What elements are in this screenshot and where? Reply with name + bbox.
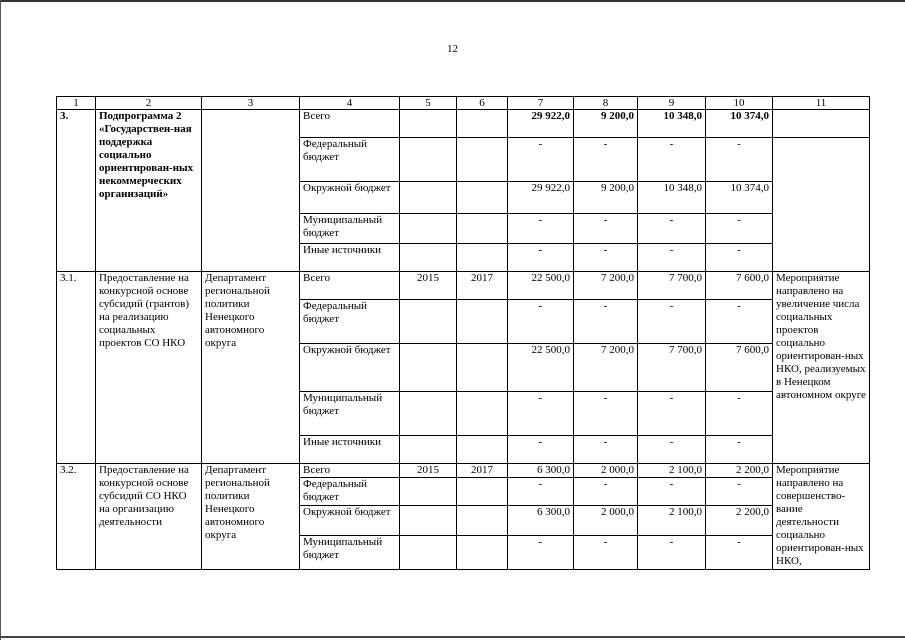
amount-cell: - bbox=[638, 300, 706, 344]
empty-cell bbox=[457, 244, 508, 272]
funding-source-label: Иные источники bbox=[300, 436, 400, 464]
empty-cell bbox=[400, 478, 457, 506]
amount-cell: - bbox=[574, 244, 638, 272]
amount-cell: 7 700,0 bbox=[638, 344, 706, 392]
funding-source-label: Всего bbox=[300, 110, 400, 138]
amount-cell: 29 922,0 bbox=[508, 110, 574, 138]
amount-cell: 2 200,0 bbox=[706, 464, 773, 478]
amount-cell: 7 600,0 bbox=[706, 272, 773, 300]
amount-cell: 2 000,0 bbox=[574, 506, 638, 536]
empty-cell bbox=[457, 506, 508, 536]
empty-cell bbox=[457, 436, 508, 464]
amount-cell: - bbox=[706, 300, 773, 344]
amount-cell: 6 300,0 bbox=[508, 506, 574, 536]
amount-cell: 7 200,0 bbox=[574, 272, 638, 300]
funding-source-label: Муниципальный бюджет bbox=[300, 392, 400, 436]
amount-cell: - bbox=[574, 214, 638, 244]
funding-source-label: Федеральный бюджет bbox=[300, 138, 400, 182]
amount-cell: - bbox=[508, 214, 574, 244]
start-year: 2015 bbox=[400, 272, 457, 300]
section-number: 3.2. bbox=[57, 464, 96, 570]
section-name: Подпрограмма 2 «Государствен-ная поддержка социально ориентирован-ных некоммерческих организаций» bbox=[96, 110, 202, 272]
empty-cell bbox=[457, 300, 508, 344]
table-row bbox=[57, 272, 870, 300]
end-year bbox=[457, 110, 508, 138]
section-name: Предоставление на конкурсной основе субсидий СО НКО на организацию деятельности bbox=[96, 464, 202, 570]
amount-cell: - bbox=[508, 436, 574, 464]
section-note: Мероприятие направлено на совершенство-вание деятельности социально ориентирован-ных НКО, bbox=[773, 464, 870, 570]
empty-cell bbox=[400, 436, 457, 464]
empty-cell bbox=[457, 182, 508, 214]
page-number: 12 bbox=[447, 43, 458, 55]
empty-cell bbox=[400, 214, 457, 244]
amount-cell: - bbox=[638, 478, 706, 506]
amount-cell: - bbox=[638, 214, 706, 244]
funding-source-label: Федеральный бюджет bbox=[300, 300, 400, 344]
empty-cell bbox=[400, 300, 457, 344]
section-executor: Департамент региональной политики Ненецкого автономного округа bbox=[202, 464, 300, 570]
amount-cell: 6 300,0 bbox=[508, 464, 574, 478]
amount-cell: - bbox=[706, 478, 773, 506]
section-executor bbox=[202, 110, 300, 272]
column-number-row bbox=[57, 97, 870, 110]
empty-cell bbox=[400, 536, 457, 570]
funding-source-label: Муниципальный бюджет bbox=[300, 214, 400, 244]
empty-cell bbox=[457, 138, 508, 182]
amount-cell: - bbox=[508, 300, 574, 344]
col-header: 1 bbox=[57, 97, 96, 110]
empty-cell bbox=[773, 138, 870, 272]
amount-cell: 7 200,0 bbox=[574, 344, 638, 392]
amount-cell: 2 100,0 bbox=[638, 506, 706, 536]
funding-source-label: Окружной бюджет bbox=[300, 182, 400, 214]
col-header: 4 bbox=[300, 97, 400, 110]
page-frame-bottom bbox=[0, 636, 905, 638]
funding-source-label: Всего bbox=[300, 272, 400, 300]
amount-cell: - bbox=[706, 436, 773, 464]
empty-cell bbox=[400, 392, 457, 436]
empty-cell bbox=[400, 506, 457, 536]
start-year bbox=[400, 110, 457, 138]
amount-cell: - bbox=[574, 138, 638, 182]
amount-cell: 2 100,0 bbox=[638, 464, 706, 478]
amount-cell: - bbox=[574, 536, 638, 570]
amount-cell: - bbox=[508, 536, 574, 570]
page-frame-top bbox=[0, 0, 905, 2]
amount-cell: - bbox=[638, 392, 706, 436]
program-table bbox=[56, 96, 870, 570]
amount-cell: 7 700,0 bbox=[638, 272, 706, 300]
amount-cell: - bbox=[574, 478, 638, 506]
col-header: 5 bbox=[400, 97, 457, 110]
amount-cell: - bbox=[574, 300, 638, 344]
amount-cell: - bbox=[706, 138, 773, 182]
empty-cell bbox=[457, 392, 508, 436]
amount-cell: 2 200,0 bbox=[706, 506, 773, 536]
amount-cell: - bbox=[508, 138, 574, 182]
amount-cell: 22 500,0 bbox=[508, 272, 574, 300]
table-row bbox=[57, 464, 870, 478]
empty-cell bbox=[457, 344, 508, 392]
amount-cell: - bbox=[706, 214, 773, 244]
amount-cell: - bbox=[706, 392, 773, 436]
col-header: 2 bbox=[96, 97, 202, 110]
amount-cell: - bbox=[574, 392, 638, 436]
amount-cell: - bbox=[706, 536, 773, 570]
empty-cell bbox=[400, 138, 457, 182]
section-number: 3. bbox=[57, 110, 96, 272]
col-header: 8 bbox=[574, 97, 638, 110]
amount-cell: 2 000,0 bbox=[574, 464, 638, 478]
amount-cell: 10 374,0 bbox=[706, 182, 773, 214]
amount-cell: 10 374,0 bbox=[706, 110, 773, 138]
section-note: Мероприятие направлено на увеличение числа социальных проектов социально ориентирован-ных НКО, реализуемых в Ненецком автономном округе bbox=[773, 272, 870, 464]
amount-cell: 22 500,0 bbox=[508, 344, 574, 392]
empty-cell bbox=[400, 244, 457, 272]
amount-cell: 10 348,0 bbox=[638, 110, 706, 138]
section-name: Предоставление на конкурсной основе субсидий (грантов) на реализацию социальных проектов СО НКО bbox=[96, 272, 202, 464]
section-executor: Департамент региональной политики Ненецкого автономного округа bbox=[202, 272, 300, 464]
amount-cell: 7 600,0 bbox=[706, 344, 773, 392]
funding-source-label: Федеральный бюджет bbox=[300, 478, 400, 506]
funding-source-label: Окружной бюджет bbox=[300, 506, 400, 536]
amount-cell: - bbox=[508, 478, 574, 506]
col-header: 10 bbox=[706, 97, 773, 110]
funding-source-label: Всего bbox=[300, 464, 400, 478]
page-frame-left bbox=[0, 0, 1, 640]
empty-cell bbox=[400, 344, 457, 392]
funding-source-label: Иные источники bbox=[300, 244, 400, 272]
start-year: 2015 bbox=[400, 464, 457, 478]
amount-cell: - bbox=[638, 536, 706, 570]
empty-cell bbox=[457, 536, 508, 570]
amount-cell: - bbox=[508, 392, 574, 436]
empty-cell bbox=[457, 478, 508, 506]
table-row bbox=[57, 110, 870, 138]
col-header: 7 bbox=[508, 97, 574, 110]
amount-cell: 10 348,0 bbox=[638, 182, 706, 214]
col-header: 9 bbox=[638, 97, 706, 110]
col-header: 11 bbox=[773, 97, 870, 110]
amount-cell: 29 922,0 bbox=[508, 182, 574, 214]
col-header: 3 bbox=[202, 97, 300, 110]
amount-cell: 9 200,0 bbox=[574, 110, 638, 138]
amount-cell: - bbox=[638, 138, 706, 182]
empty-cell bbox=[457, 214, 508, 244]
empty-cell bbox=[400, 182, 457, 214]
end-year: 2017 bbox=[457, 272, 508, 300]
amount-cell: - bbox=[638, 244, 706, 272]
funding-source-label: Муниципальный бюджет bbox=[300, 536, 400, 570]
section-note bbox=[773, 110, 870, 138]
end-year: 2017 bbox=[457, 464, 508, 478]
amount-cell: 9 200,0 bbox=[574, 182, 638, 214]
amount-cell: - bbox=[574, 436, 638, 464]
section-number: 3.1. bbox=[57, 272, 96, 464]
col-header: 6 bbox=[457, 97, 508, 110]
amount-cell: - bbox=[706, 244, 773, 272]
amount-cell: - bbox=[508, 244, 574, 272]
amount-cell: - bbox=[638, 436, 706, 464]
funding-source-label: Окружной бюджет bbox=[300, 344, 400, 392]
